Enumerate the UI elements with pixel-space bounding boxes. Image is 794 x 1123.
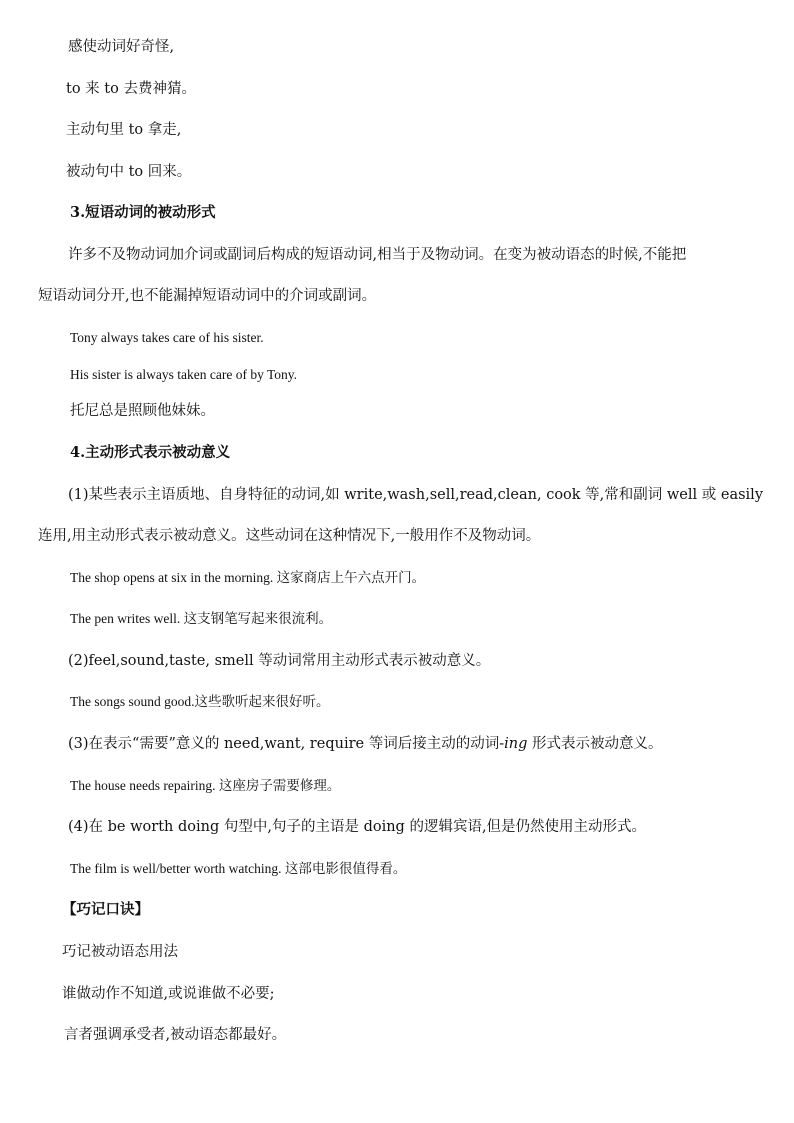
paragraph-3-line-1: 许多不及物动词加介词或副词后构成的短语动词,相当于及物动词。在变为被动语态的时候,不能把 xyxy=(68,247,687,263)
rhyme-line-1: 感使动词好奇怪, xyxy=(68,39,175,55)
example-4-3: The house needs repairing. 这座房子需要修理。 xyxy=(70,778,341,793)
paragraph-4-2: (2)feel,sound,taste, smell 等动词常用主动形式表示被动意义。 xyxy=(68,653,491,669)
section-heading-3: 3.短语动词的被动形式 xyxy=(70,204,216,221)
example-4-4: The film is well/better worth watching. 这部电影很值得看。 xyxy=(70,861,407,876)
example-3-chinese: 托尼总是照顾他妹妹。 xyxy=(70,403,215,419)
paragraph-3-line-2: 短语动词分开,也不能漏掉短语动词中的介词或副词。 xyxy=(38,288,377,304)
paragraph-4-1-line-1: (1)某些表示主语质地、自身特征的动词,如 write,wash,sell,read,clean, cook 等,常和副词 well 或 easily xyxy=(68,487,764,503)
paragraph-4-3 xyxy=(68,734,662,754)
section-heading-tips: 【巧记口诀】 xyxy=(62,901,149,918)
tip-line-2: 言者强调承受者,被动语态都最好。 xyxy=(64,1027,287,1043)
example-4-2: The songs sound good.这些歌听起来很好听。 xyxy=(70,694,330,709)
example-4-1-a: The shop opens at six in the morning. 这家商店上午六点开门。 xyxy=(70,570,426,585)
paragraph-4-3-tail: 形式表示被动意义。 xyxy=(527,736,663,752)
tip-title: 巧记被动语态用法 xyxy=(62,944,178,960)
section-heading-4: 4.主动形式表示被动意义 xyxy=(70,444,231,461)
tip-line-1: 谁做动作不知道,或说谁做不必要; xyxy=(62,986,275,1002)
rhyme-line-4: 被动句中 to 回来。 xyxy=(66,164,192,180)
paragraph-4-1-line-2: 连用,用主动形式表示被动意义。这些动词在这种情况下,一般用作不及物动词。 xyxy=(38,528,541,544)
example-4-1-b: The pen writes well. 这支钢笔写起来很流利。 xyxy=(70,611,333,626)
example-3-english-2: His sister is always taken care of by Tony. xyxy=(70,367,298,382)
example-3-english-1: Tony always takes care of his sister. xyxy=(70,330,264,345)
paragraph-4-4: (4)在 be worth doing 句型中,句子的主语是 doing 的逻辑宾语,但是仍然使用主动形式。 xyxy=(68,819,647,835)
rhyme-line-2: to 来 to 去费神猜。 xyxy=(66,81,196,97)
rhyme-line-3: 主动句里 to 拿走, xyxy=(66,122,182,138)
paragraph-4-3-text: (3)在表示“需要”意义的 need,want, require 等词后接主动的动词- xyxy=(68,736,505,752)
paragraph-4-3-ing: ing xyxy=(504,736,528,752)
